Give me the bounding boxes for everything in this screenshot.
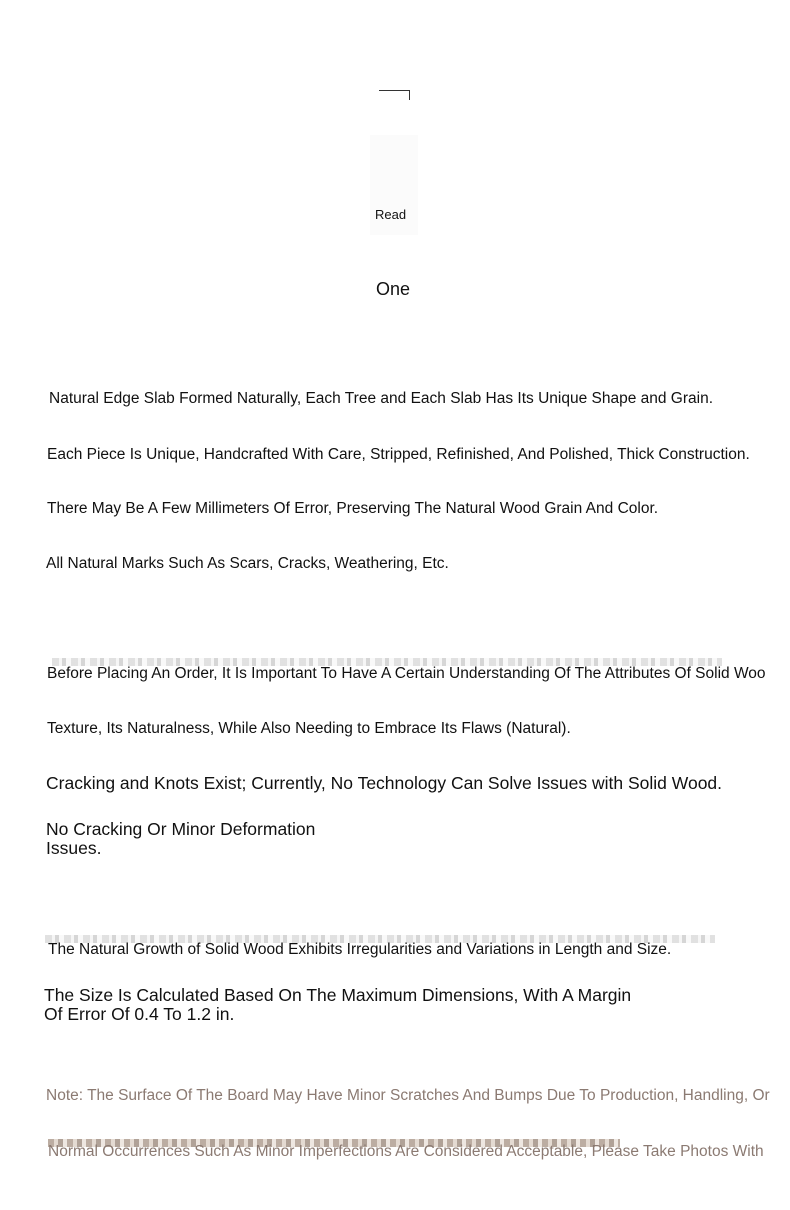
section3-line-2: The Size Is Calculated Based On The Maximum Dimensions, With A Margin Of Error Of 0.4 To 1.2 in. [44, 985, 632, 1024]
section3-line-1: The Natural Growth of Solid Wood Exhibits Irregularities and Variations in Length and Size. [48, 941, 672, 958]
corner-bracket-mark [379, 90, 410, 100]
note-line-2: Normal Occurrences Such As Minor Imperfections Are Considered Acceptable, Please Take Photos With [48, 1143, 764, 1160]
section1-line-2: Each Piece Is Unique, Handcrafted With Care, Stripped, Refinished, And Polished, Thick Construction. [47, 446, 750, 463]
section2-line-1: Before Placing An Order, It Is Important To Have A Certain Understanding Of The Attributes Of Solid Woo [47, 665, 766, 682]
section1-line-4: All Natural Marks Such As Scars, Cracks, Weathering, Etc. [46, 555, 449, 572]
section2-line-4: No Cracking Or Minor Deformation Issues. [46, 819, 316, 858]
note-line-1: Note: The Surface Of The Board May Have Minor Scratches And Bumps Due To Production, Handling, Or [46, 1087, 770, 1104]
section1-line-1: Natural Edge Slab Formed Naturally, Each Tree and Each Slab Has Its Unique Shape and Grain. [49, 390, 713, 407]
one-heading: One [376, 279, 411, 299]
read-label: Read [375, 207, 407, 222]
section2-line-2: Texture, Its Naturalness, While Also Needing to Embrace Its Flaws (Natural). [47, 720, 571, 737]
section2-line-3: Cracking and Knots Exist; Currently, No Technology Can Solve Issues with Solid Wood. [46, 773, 723, 793]
section1-line-3: There May Be A Few Millimeters Of Error, Preserving The Natural Wood Grain And Color. [47, 500, 659, 517]
